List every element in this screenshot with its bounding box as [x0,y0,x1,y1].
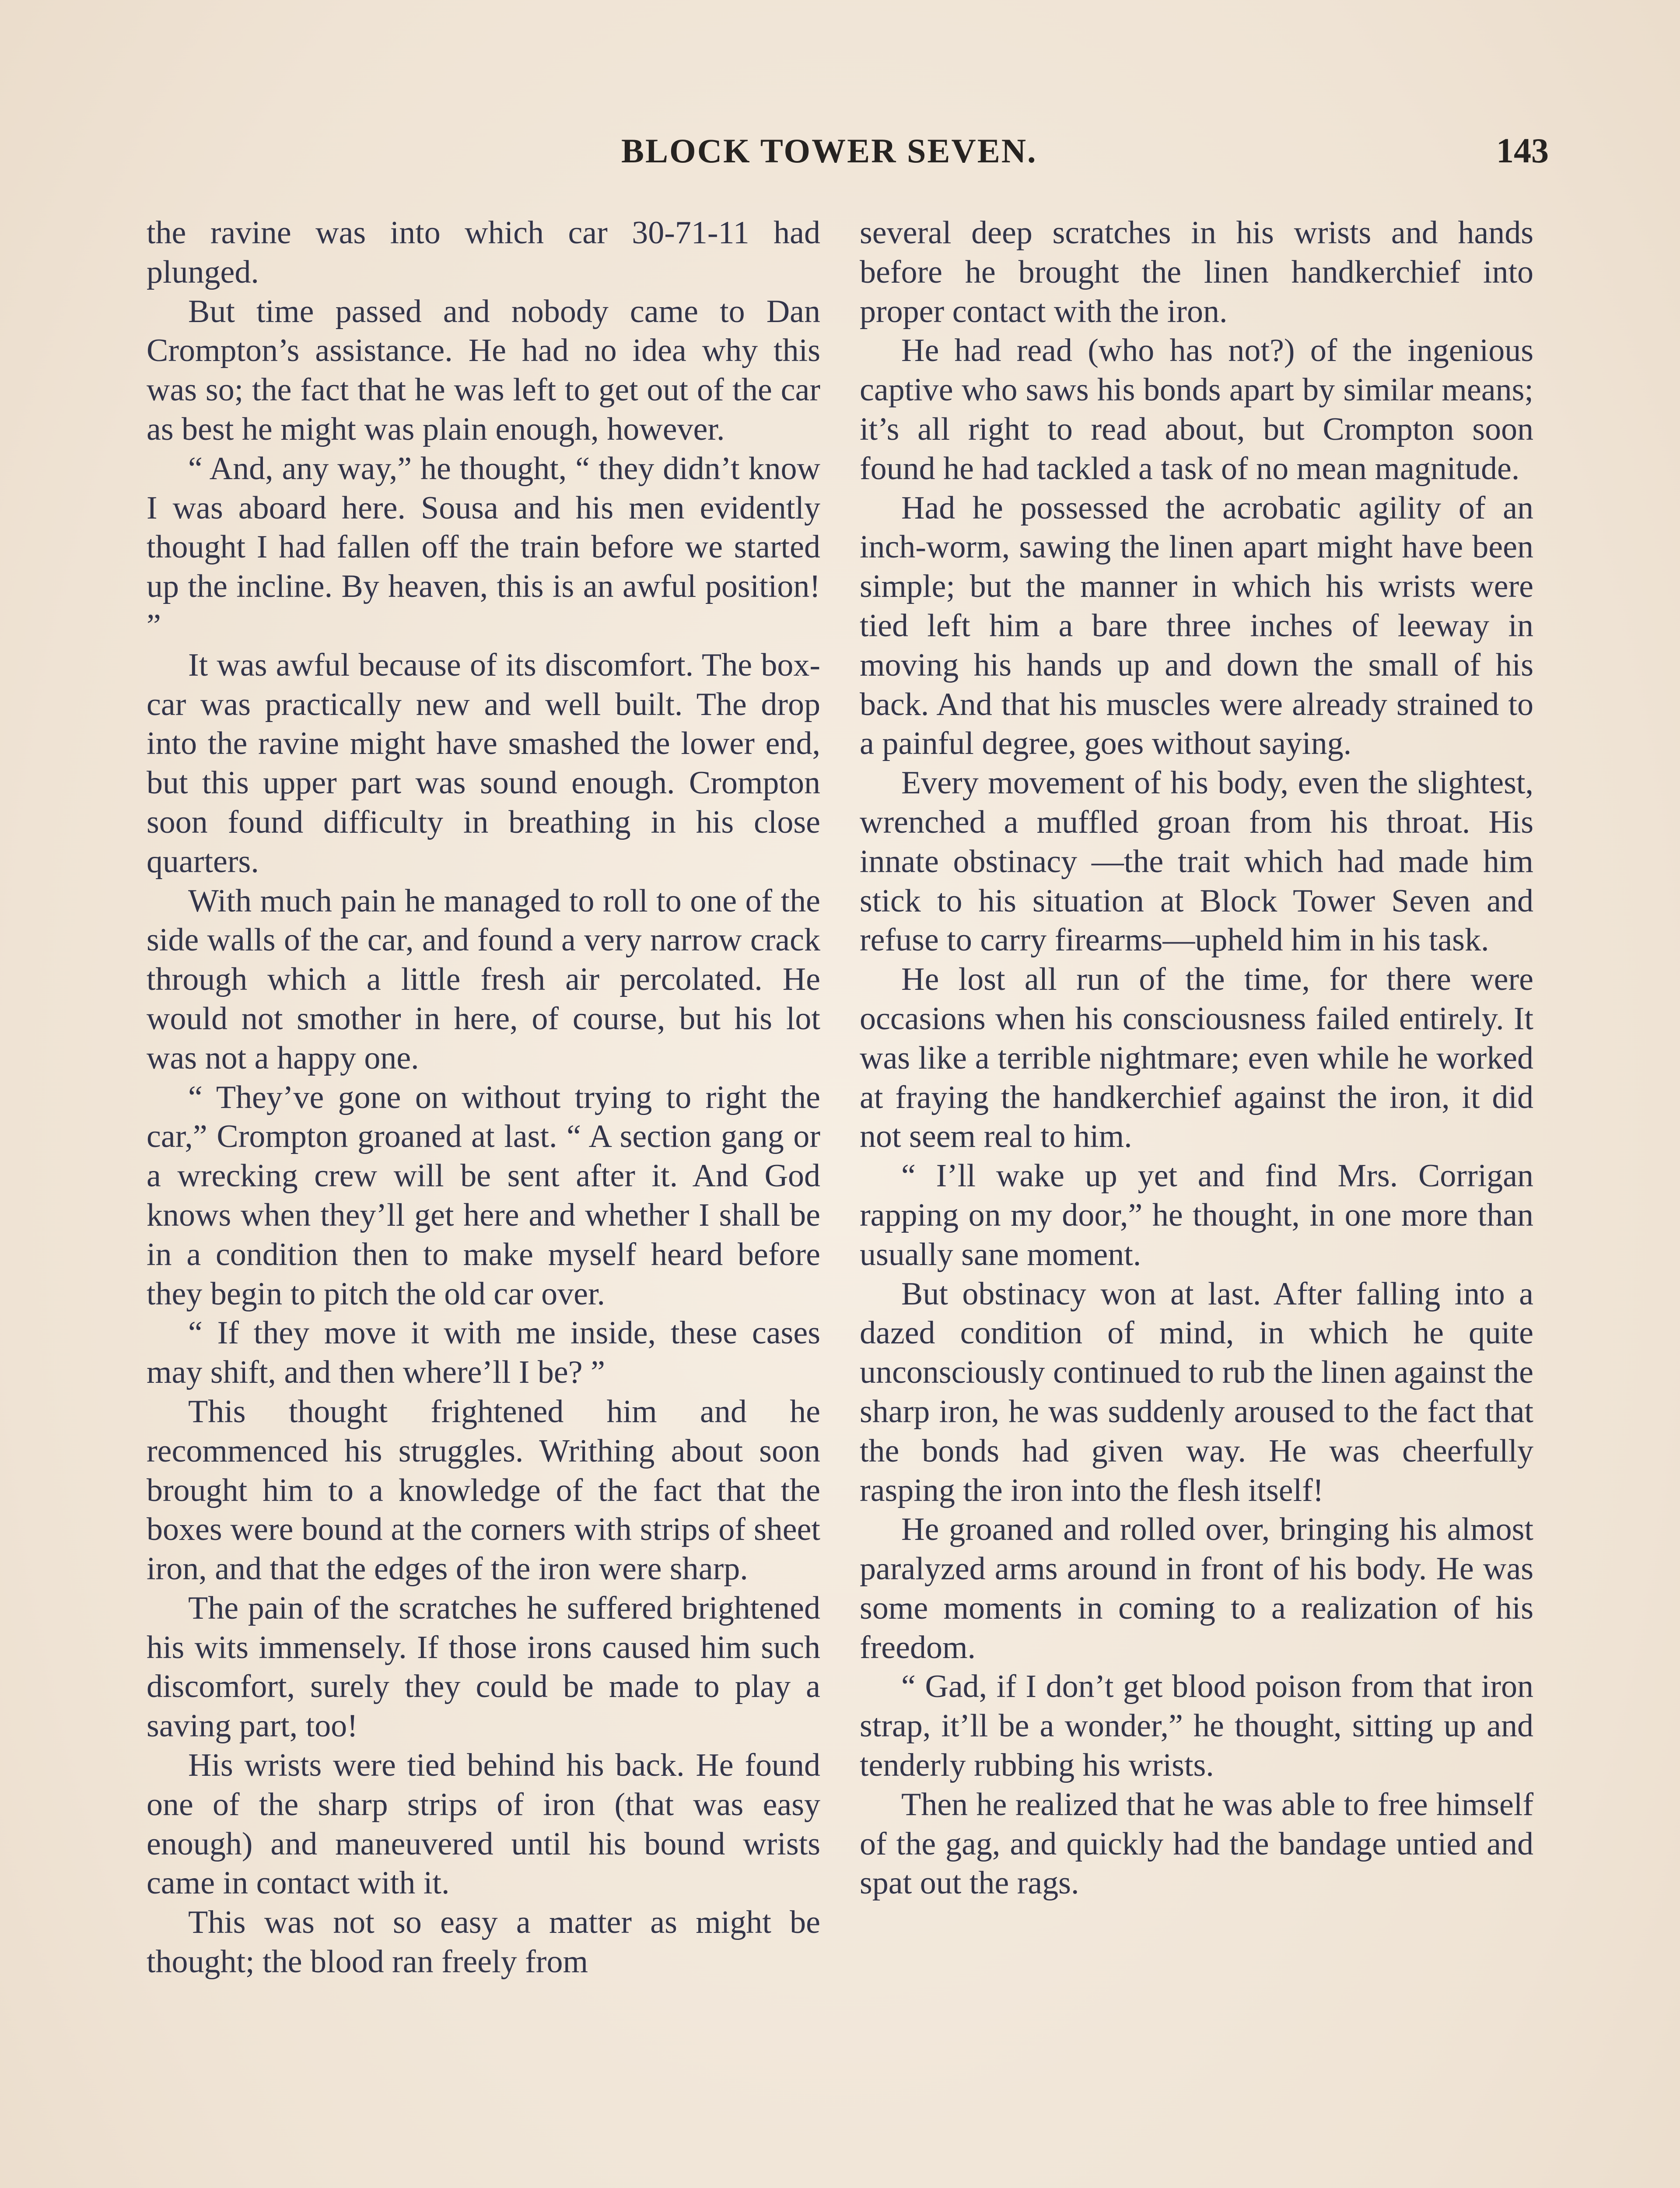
paragraph: “ They’ve gone on without trying to right the car,” Crompton groaned at last. “ A section gang or a wrecking crew will be sent after it. And God knows when they’ll get here and whether I shall be in a condition then to make myself heard before they begin to pitch the old car over. [147,1079,820,1312]
paragraph: He had read (who has not?) of the ingenious captive who saws his bonds apart by similar means; it’s all right to read about, but Crompton soon found he had tackled a task of no mean magnitude. [860,333,1533,487]
paragraph: The pain of the scratches he suffered brightened his wits immensely. If those irons caused him such discomfort, surely they could be made to play a saving part, too! [147,1590,820,1744]
paragraph: He lost all run of the time, for there were occasions when his consciousness failed entirely. It was like a terrible nightmare; even while he worked at fraying the handkerchief against the iron, it did not seem real to him. [860,961,1533,1155]
paragraph: several deep scratches in his wrists and hands before he brought the linen handkerchief into proper contact with the iron. [860,215,1533,330]
paragraph: But obstinacy won at last. After falling into a dazed condition of mind, in which he quite unconsciously continued to rub the linen against the sharp iron, he was suddenly aroused to the fact that the bonds had given way. He was cheerfully rasping the iron into the flesh itself! [860,1276,1533,1508]
page-header [621,131,1549,179]
paragraph: With much pain he managed to roll to one of the side walls of the car, and found a very narrow crack through which a little fresh air percolated. He would not smother in here, of course, but his lot was not a happy one. [147,883,820,1076]
paragraph: Had he possessed the acrobatic agility of an inch-worm, sawing the linen apart might have been simple; but the manner in which his wrists were tied left him a bare three inches of leeway in moving his hands up and down the small of his back. And that his muscles were already strained to a painful degree, goes without saying. [860,490,1533,762]
paragraph: But time passed and nobody came to Dan Crompton’s assistance. He had no idea why this was so; the fact that he was left to get out of the car as best he might was plain enough, however. [147,293,820,447]
paragraph: This thought frightened him and he recommenced his struggles. Writhing about soon brought him to a knowledge of the fact that the boxes were bound at the corners with strips of sheet iron, and that the edges of the iron were sharp. [147,1393,820,1587]
left-column [147,214,820,1982]
paragraph: He groaned and rolled over, bringing his almost paralyzed arms around in front of his body. He was some moments in coming to a realization of his freedom. [860,1511,1533,1666]
paragraph: His wrists were tied behind his back. He found one of the sharp strips of iron (that was easy enough) and maneuvered until his bound wrists came in contact with it. [147,1747,820,1901]
paragraph: “ I’ll wake up yet and find Mrs. Corrigan rapping on my door,” he thought, in one more than usually sane moment. [860,1158,1533,1273]
paragraph: Every movement of his body, even the slightest, wrenched a muffled groan from his throat. His innate obstinacy —the trait which had made him stick to his situation at Block Tower Seven and refuse to carry firearms—upheld him in his task. [860,765,1533,958]
right-column [860,214,1533,1903]
paragraph: It was awful because of its discomfort. The box-car was practically new and well built. The drop into the ravine might have smashed the lower end, but this upper part was sound enough. Crompton soon found difficulty in breathing in his close quarters. [147,647,820,880]
page-number: 143 [1496,132,1549,170]
paragraph: Then he realized that he was able to free himself of the gag, and quickly had the bandage untied and spat out the rags. [860,1786,1533,1901]
paragraph: “ Gad, if I don’t get blood poison from that iron strap, it’ll be a wonder,” he thought, sitting up and tenderly rubbing his wrists. [860,1669,1533,1784]
running-head: BLOCK TOWER SEVEN. [621,132,1037,170]
paragraph: This was not so easy a matter as might be thought; the blood ran freely from [147,1904,820,1980]
paragraph: the ravine was into which car 30-71-11 had plunged. [147,215,820,290]
paragraph: “ And, any way,” he thought, “ they didn’t know I was aboard here. Sousa and his men evidently thought I had fallen off the train before we started up the incline. By heaven, this is an awful position! ” [147,450,820,644]
paragraph: “ If they move it with me inside, these cases may shift, and then where’ll I be? ” [147,1315,820,1391]
